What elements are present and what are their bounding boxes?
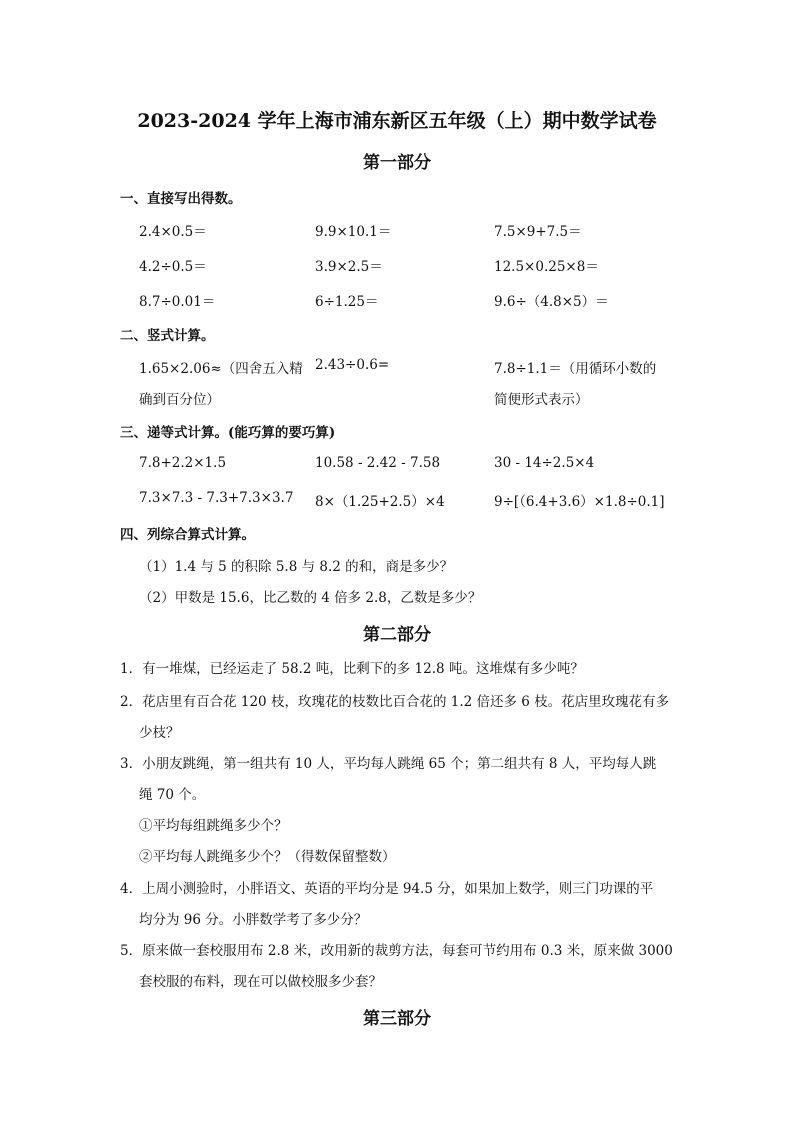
problem-5: 5．原来做一套校服用布 2.8 米，改用新的裁剪方法，每套可节约用布 0.3 米，原来做 3000 bbox=[120, 943, 673, 959]
exam-title: 2023-2024 学年上海市浦东新区五年级（上）期中数学试卷 bbox=[137, 110, 657, 132]
vertical-calc-1-cont: 确到百分位） bbox=[139, 392, 220, 408]
problem-4-cont: 均分为 96 分。小胖数学考了多少分？ bbox=[139, 912, 368, 928]
calc-item: 7.5×9+7.5＝ bbox=[494, 224, 582, 240]
problem-2: 2．花店里有百合花 120 枝，玫瑰花的枝数比百合花的 1.2 倍还多 6 枝。花店里玫瑰花有多 bbox=[120, 694, 670, 710]
calc-item: 9.6÷（4.8×5）＝ bbox=[494, 294, 609, 310]
problem-5-cont: 套校服的布料，现在可以做校服多少套？ bbox=[139, 974, 382, 990]
sec2-title: 二、竖式计算。 bbox=[120, 328, 215, 344]
part1-heading: 第一部分 bbox=[363, 153, 431, 173]
vertical-calc-3-cont: 简便形式表示） bbox=[494, 392, 589, 408]
problem-3-q1: ①平均每组跳绳多少个？ bbox=[139, 818, 288, 834]
sec1-title: 一、直接写出得数。 bbox=[120, 191, 242, 207]
step-calc-item: 9÷[（6.4+3.6）×1.8÷0.1] bbox=[494, 494, 665, 510]
calc-item: 4.2÷0.5＝ bbox=[139, 259, 207, 275]
calc-item: 12.5×0.25×8＝ bbox=[494, 259, 599, 275]
problem-2-cont: 少枝？ bbox=[139, 725, 180, 741]
calc-item: 8.7÷0.01＝ bbox=[139, 294, 216, 310]
step-calc-item: 10.58 - 2.42 - 7.58 bbox=[315, 455, 441, 471]
combined-calc-1: （1）1.4 与 5 的积除 5.8 与 8.2 的和，商是多少？ bbox=[139, 559, 454, 575]
calc-item: 9.9×10.1＝ bbox=[315, 224, 392, 240]
combined-calc-2: （2）甲数是 15.6，比乙数的 4 倍多 2.8，乙数是多少？ bbox=[139, 590, 482, 606]
part3-heading: 第三部分 bbox=[363, 1009, 431, 1029]
calc-item: 2.4×0.5＝ bbox=[139, 224, 207, 240]
sec4-title: 四、列综合算式计算。 bbox=[120, 527, 255, 543]
calc-item: 3.9×2.5＝ bbox=[315, 259, 383, 275]
step-calc-item: 30 - 14÷2.5×4 bbox=[494, 455, 595, 471]
vertical-calc-1: 1.65×2.06≈（四舍五入精 bbox=[139, 361, 303, 377]
step-calc-item: 8×（1.25+2.5）×4 bbox=[315, 494, 445, 510]
problem-3-q2: ②平均每人跳绳多少个？（得数保留整数） bbox=[139, 849, 396, 865]
vertical-calc-2: 2.43÷0.6= bbox=[315, 357, 390, 373]
problem-3: 3．小朋友跳绳，第一组共有 10 人，平均每人跳绳 65 个；第二组共有 8 人，平均每人跳 bbox=[120, 756, 657, 772]
step-calc-item: 7.3×7.3 - 7.3+7.3×3.7 bbox=[139, 490, 294, 506]
sec3-title: 三、递等式计算。(能巧算的要巧算) bbox=[120, 425, 336, 441]
vertical-calc-3: 7.8÷1.1＝（用循环小数的 bbox=[494, 361, 657, 377]
problem-3-cont: 绳 70 个。 bbox=[139, 787, 206, 803]
part2-heading: 第二部分 bbox=[363, 625, 431, 645]
step-calc-item: 7.8+2.2×1.5 bbox=[139, 455, 227, 471]
calc-item: 6÷1.25＝ bbox=[315, 294, 379, 310]
problem-1: 1．有一堆煤，已经运走了 58.2 吨，比剩下的多 12.8 吨。这堆煤有多少吨？ bbox=[120, 661, 584, 677]
problem-4: 4．上周小测验时，小胖语文、英语的平均分是 94.5 分，如果加上数学，则三门功课的平 bbox=[120, 881, 654, 897]
